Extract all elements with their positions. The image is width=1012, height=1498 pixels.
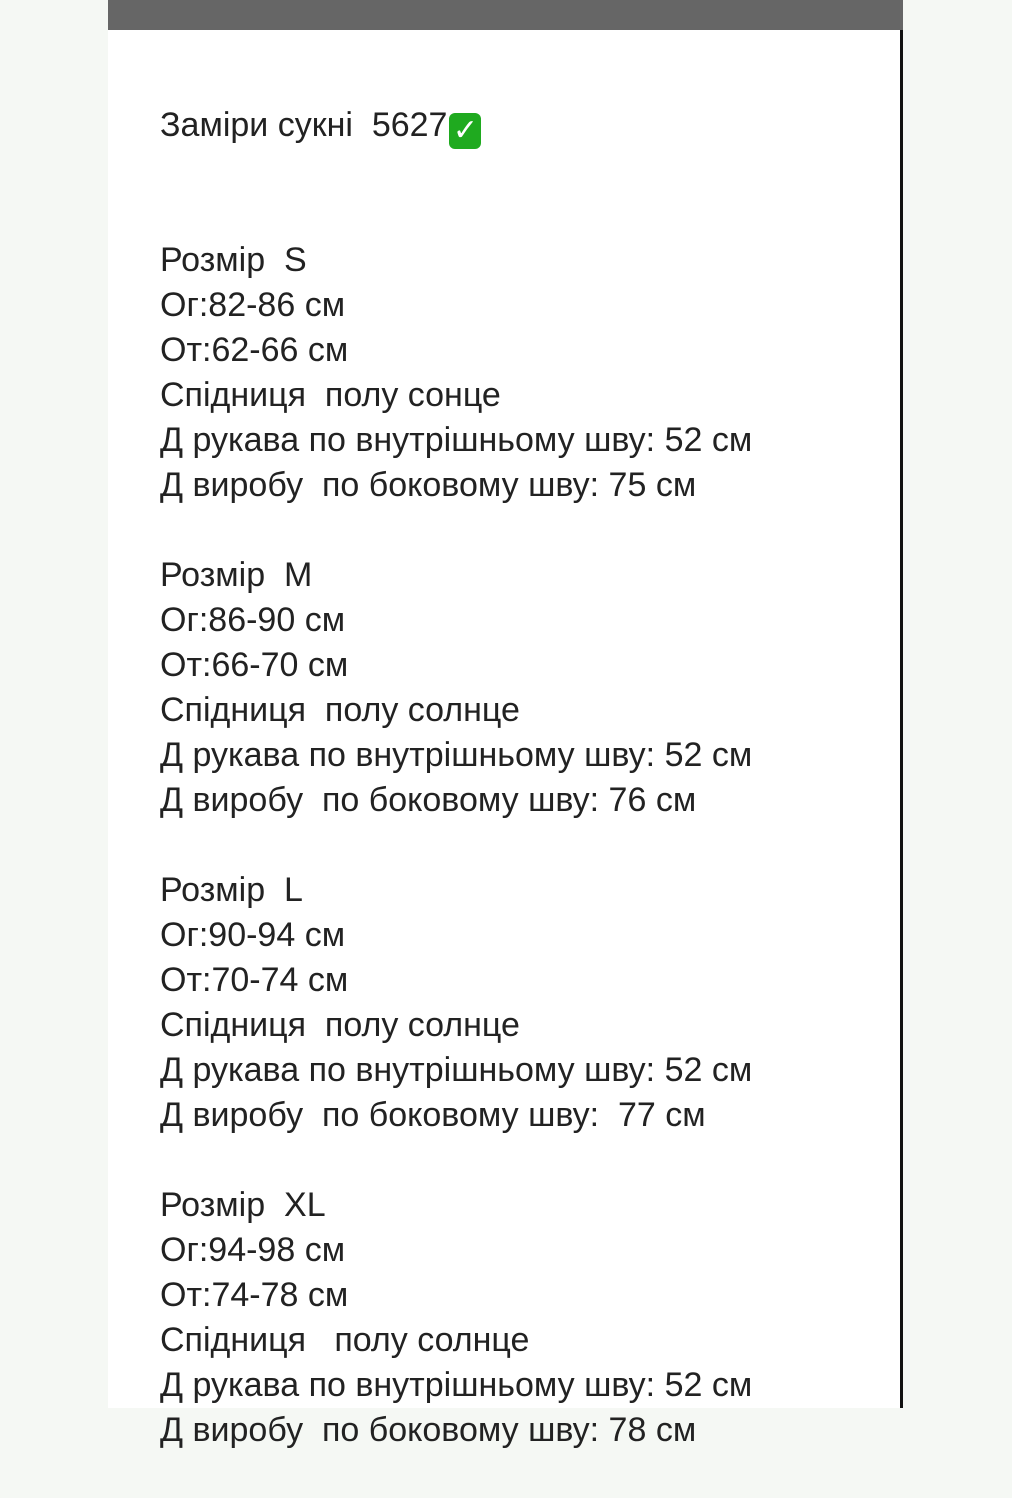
size-sleeve-line: Д рукава по внутрішньому шву: 52 см [160,1051,753,1089]
size-waist-line: От:62-66 см [160,331,349,369]
size-skirt-line: Спідниця полу сонце [160,376,501,414]
size-length-line: Д виробу по боковому шву: 75 см [160,466,697,504]
spacer [160,1138,752,1183]
size-skirt-line: Спідниця полу солнце [160,1006,520,1044]
size-size-line: Розмір S [160,241,307,279]
title-text: Заміри сукні 5627 [160,106,448,144]
size-block [160,508,752,823]
check-mark-button-icon: ✓ [449,113,481,149]
size-length-line: Д виробу по боковому шву: 77 см [160,1096,706,1134]
size-sleeve-line: Д рукава по внутрішньому шву: 52 см [160,1366,753,1404]
note-title [160,103,752,148]
size-length-line: Д виробу по боковому шву: 76 см [160,781,697,819]
size-block [160,238,752,508]
size-block [160,823,752,1138]
top-bar [108,0,903,30]
size-skirt-line: Спідниця полу солнце [160,1321,530,1359]
size-skirt-line: Спідниця полу солнце [160,691,520,729]
size-chest-line: Ог:82-86 см [160,286,346,324]
spacer [160,508,752,553]
spacer [160,823,752,868]
size-size-line: Розмір XL [160,1186,326,1224]
size-chest-line: Ог:94-98 см [160,1231,346,1269]
size-waist-line: От:74-78 см [160,1276,349,1314]
size-size-line: Розмір L [160,871,303,909]
size-sleeve-line: Д рукава по внутрішньому шву: 52 см [160,421,753,459]
size-length-line: Д виробу по боковому шву: 78 см [160,1411,697,1449]
size-size-line: Розмір M [160,556,313,594]
size-sleeve-line: Д рукава по внутрішньому шву: 52 см [160,736,753,774]
size-waist-line: От:66-70 см [160,646,349,684]
note-text [160,13,752,1498]
size-chest-line: Ог:90-94 см [160,916,346,954]
size-waist-line: От:70-74 см [160,961,349,999]
size-chest-line: Ог:86-90 см [160,601,346,639]
size-block [160,1138,752,1453]
